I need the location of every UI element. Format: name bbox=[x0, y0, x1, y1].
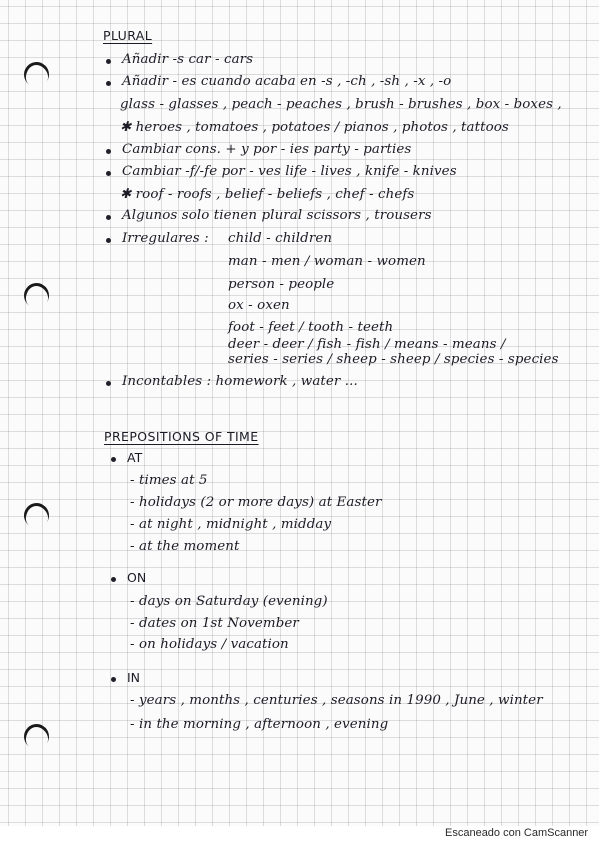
in-label: IN bbox=[127, 670, 141, 685]
binder-hole-icon bbox=[19, 719, 54, 754]
on-line: - days on Saturday (evening) bbox=[130, 594, 328, 609]
plural-line: Cambiar cons. + y por - ies party - parties bbox=[122, 142, 412, 157]
plural-line: glass - glasses , peach - peaches , brush - brushes , box - boxes , bbox=[120, 97, 562, 112]
plural-heading: PLURAL bbox=[103, 28, 153, 43]
binder-hole-icon bbox=[19, 278, 54, 313]
in-line: - in the morning , afternoon , evening bbox=[130, 717, 389, 732]
irregular-pair: man - men / woman - women bbox=[228, 254, 426, 269]
bullet-icon bbox=[106, 381, 111, 386]
plural-line: Algunos solo tienen plural scissors , trousers bbox=[122, 208, 432, 223]
at-line: - at the moment bbox=[130, 539, 240, 554]
bullet-icon bbox=[106, 215, 111, 220]
plural-line: Incontables : homework , water ... bbox=[122, 374, 358, 389]
irregular-pair: person - people bbox=[228, 277, 335, 292]
at-line: - at night , midnight , midday bbox=[130, 517, 332, 532]
irregular-pair: series - series / sheep - sheep / species - species bbox=[228, 352, 559, 367]
in-line: - years , months , centuries , seasons in 1990 , June , winter bbox=[130, 693, 543, 708]
bullet-icon bbox=[111, 677, 116, 682]
on-line: - dates on 1st November bbox=[130, 616, 299, 631]
irregulares-label: Irregulares : bbox=[122, 231, 209, 246]
irregular-pair: ox - oxen bbox=[228, 298, 290, 313]
bullet-icon bbox=[106, 59, 111, 64]
plural-line: Cambiar -f/-fe por - ves life - lives , knife - knives bbox=[122, 164, 457, 179]
irregular-pair: child - children bbox=[228, 231, 333, 246]
irregular-pair: deer - deer / fish - fish / means - means / bbox=[228, 337, 506, 352]
on-label: ON bbox=[127, 570, 147, 585]
at-line: - holidays (2 or more days) at Easter bbox=[130, 495, 382, 510]
plural-line: Añadir - es cuando acaba en -s , -ch , -sh , -x , -o bbox=[122, 74, 452, 89]
irregular-pair: foot - feet / tooth - teeth bbox=[228, 320, 394, 335]
prepositions-heading: PREPOSITIONS OF TIME bbox=[104, 429, 259, 444]
bullet-icon bbox=[106, 238, 111, 243]
bullet-icon bbox=[106, 171, 111, 176]
scanner-watermark: Escaneado con CamScanner bbox=[445, 827, 589, 839]
plural-line: Añadir -s car - cars bbox=[122, 52, 254, 67]
bullet-icon bbox=[111, 457, 116, 462]
binder-hole-icon bbox=[19, 57, 54, 92]
bullet-icon bbox=[106, 149, 111, 154]
at-label: AT bbox=[127, 450, 143, 465]
plural-line: ✱ roof - roofs , belief - beliefs , chef - chefs bbox=[120, 187, 415, 202]
bullet-icon bbox=[106, 81, 111, 86]
binder-hole-icon bbox=[19, 498, 54, 533]
plural-line: ✱ heroes , tomatoes , potatoes / pianos , photos , tattoos bbox=[120, 120, 509, 135]
on-line: - on holidays / vacation bbox=[130, 637, 289, 652]
at-line: - times at 5 bbox=[130, 473, 208, 488]
bullet-icon bbox=[111, 577, 116, 582]
